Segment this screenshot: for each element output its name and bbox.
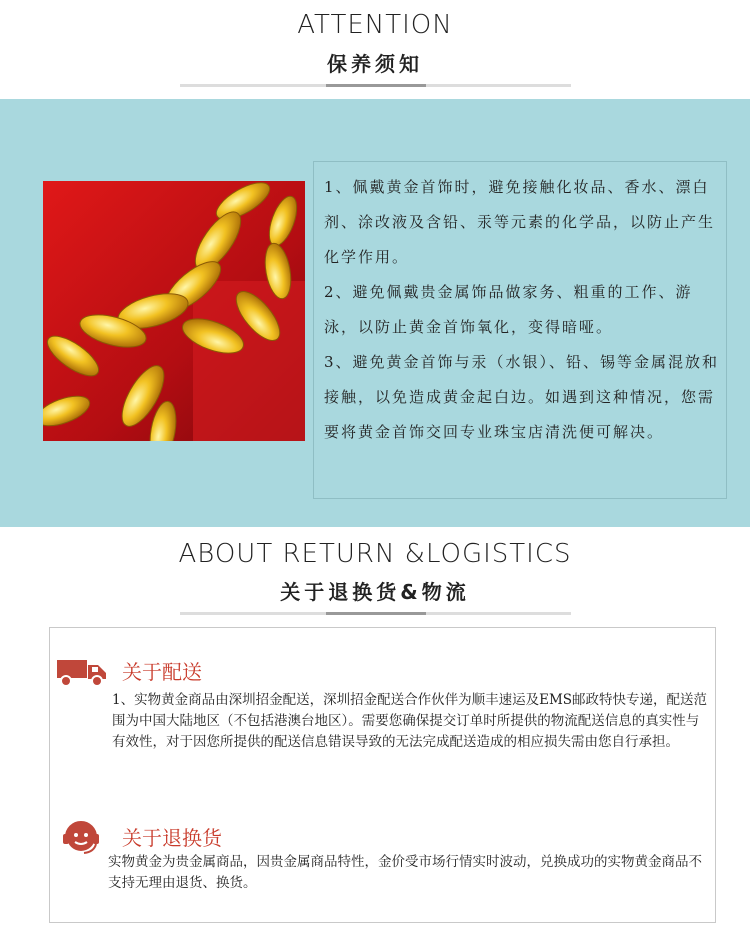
- logistics-box: [49, 627, 716, 923]
- care-notice-text: [324, 170, 720, 450]
- care-section: [0, 99, 750, 527]
- gold-chain-photo: [43, 181, 305, 441]
- returns-body: [108, 852, 708, 894]
- care-notice-box: [313, 161, 727, 499]
- delivery-body-text: 1、实物黄金商品由深圳招金配送，深圳招金配送合作伙伴为顺丰速运及EMS邮政特快专递，配送范围为中国大陆地区（不包括港澳台地区）。需要您确保提交订单时所提供的物流配送信息的真实性与有效性，对于因您所提供的配送信息错误导致的无法完成配送造成的相应损失需由您自行承担。: [112, 692, 708, 750]
- care-item-2: 2、避免佩戴贵金属饰品做家务、粗重的工作、游泳，以防止黄金首饰氧化，变得暗哑。: [324, 283, 693, 336]
- about-title-en: ABOUT RETURN &LOGISTICS: [178, 539, 572, 569]
- care-item-3: 3、避免黄金首饰与汞（水银）、铅、锡等金属混放和接触，以免造成黄金起白边。如遇到这种情况，您需要将黄金首饰交回专业珠宝店清洗便可解决。: [324, 353, 720, 441]
- truck-icon: [56, 656, 108, 692]
- attention-title-cn: 保养须知: [327, 52, 423, 76]
- about-title-cn: 关于退换货&物流: [280, 580, 470, 604]
- attention-header: [0, 8, 750, 77]
- returns-body-text: 实物黄金为贵金属商品，因贵金属商品特性，金价受市场行情实时波动，兑换成功的实物黄金商品不支持无理由退货、换货。: [108, 854, 702, 891]
- attention-title-en: ATTENTION: [297, 10, 453, 40]
- delivery-heading: 关于配送: [122, 660, 202, 684]
- about-header: [0, 536, 750, 605]
- delivery-body: [112, 690, 708, 753]
- care-item-1: 1、佩戴黄金首饰时，避免接触化妆品、香水、漂白剂、涂改液及含铅、汞等元素的化学品，以防止产生化学作用。: [324, 178, 716, 266]
- customer-service-icon: [60, 816, 102, 862]
- returns-heading: 关于退换货: [122, 826, 222, 850]
- attention-divider: [180, 84, 571, 87]
- about-divider: [180, 612, 571, 615]
